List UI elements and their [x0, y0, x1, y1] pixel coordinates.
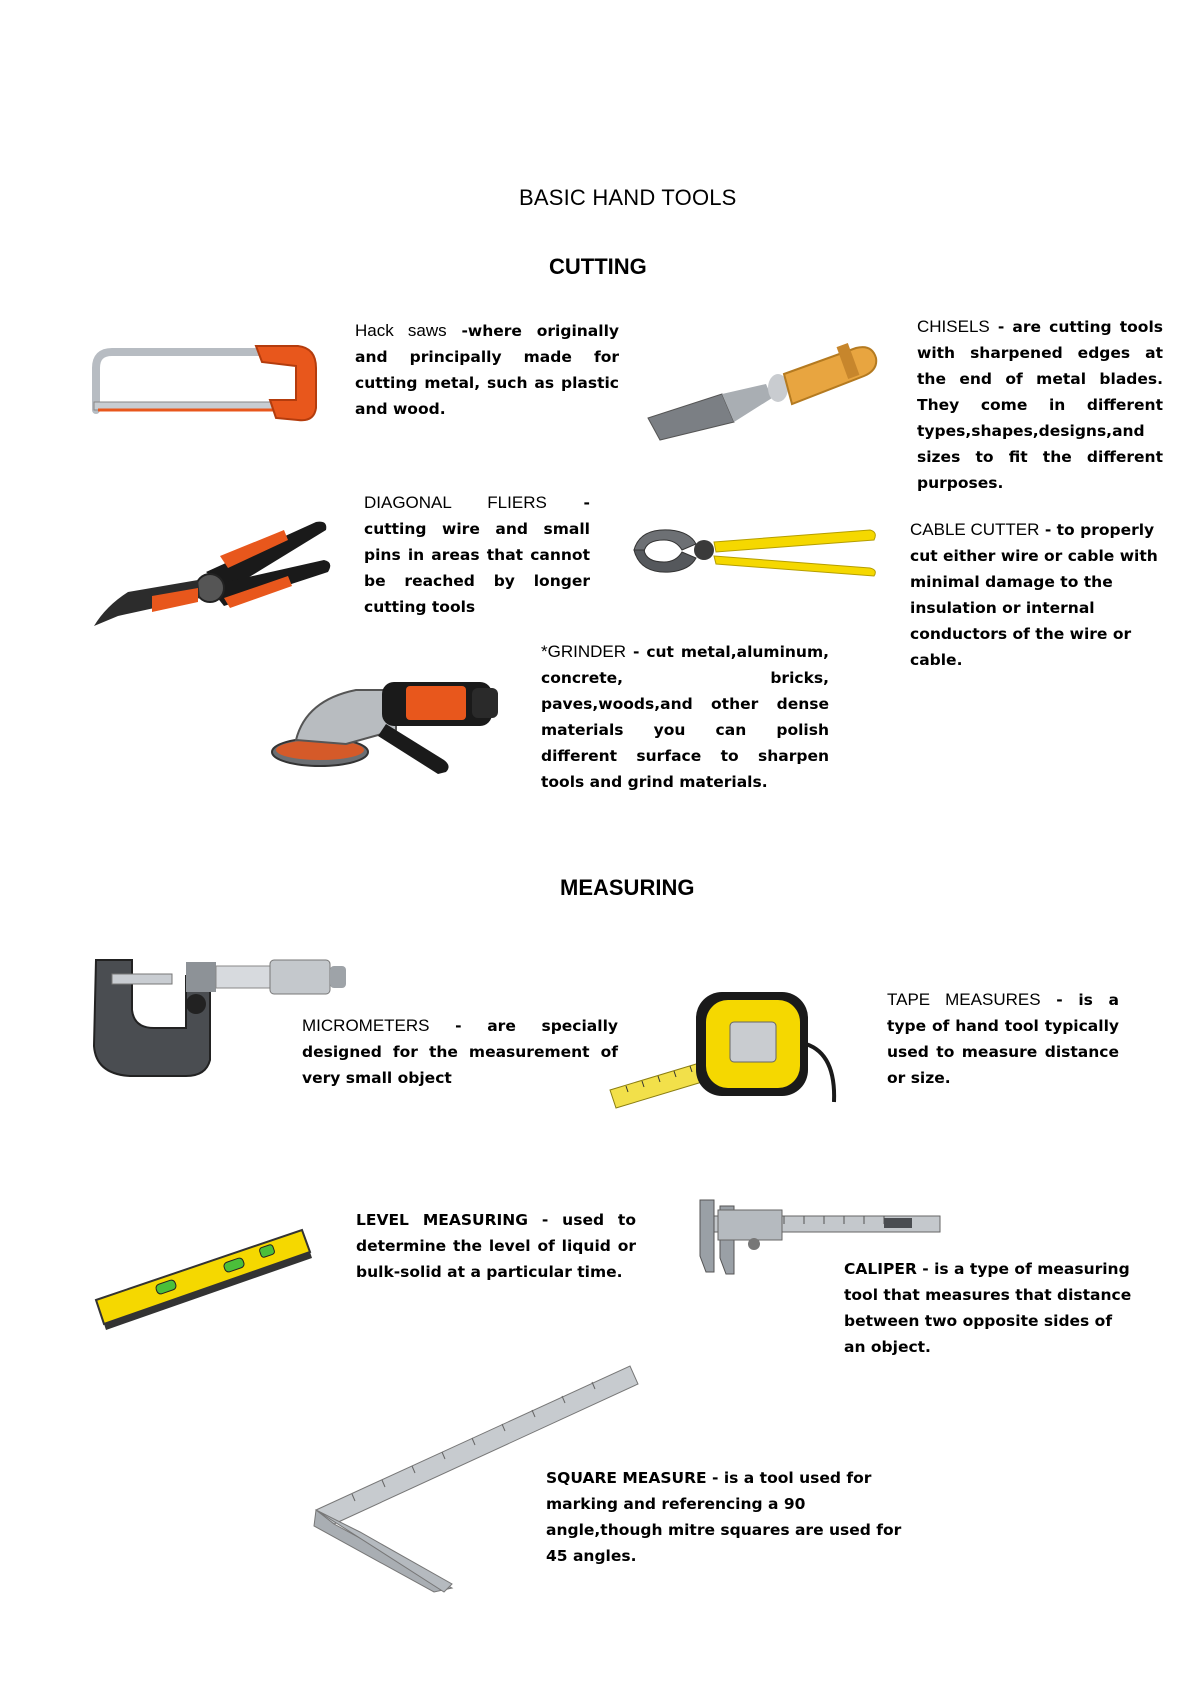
square-body: SQUARE MEASURE - is a tool used for marking and referencing a 90 angle,though mitre squares are used for 45 angles. — [546, 1469, 902, 1565]
micrometer-term: MICROMETERS — [302, 1016, 430, 1035]
measuring-heading: MEASURING — [560, 875, 695, 900]
spirit-level-icon — [94, 1222, 314, 1332]
micrometer-description — [302, 1013, 618, 1091]
hacksaw-description — [355, 318, 619, 422]
level-description — [356, 1207, 636, 1285]
cable-cutter-term: CABLE CUTTER — [910, 520, 1040, 539]
diagonal-pliers-body: - cutting wire and small pins in areas that cannot be reached by longer cutting tools — [364, 494, 590, 616]
hacksaw-body: -where originally and principally made for cutting metal, such as plastic and wood. — [355, 322, 619, 418]
grinder-icon — [266, 660, 516, 780]
chisel-icon — [646, 336, 886, 446]
page-title: BASIC HAND TOOLS — [519, 185, 737, 210]
tape-measure-term: TAPE MEASURES — [887, 990, 1041, 1009]
tape-measure-description — [887, 987, 1119, 1091]
hacksaw-icon — [86, 338, 326, 428]
cable-cutter-icon — [630, 520, 880, 580]
chisel-description — [917, 314, 1163, 496]
chisel-term: CHISELS — [917, 317, 990, 336]
square-description — [546, 1465, 916, 1569]
grinder-term: *GRINDER — [541, 642, 627, 661]
grinder-body: - cut metal,aluminum, concrete, bricks, paves,woods,and other dense materials you can polish different surface to sharpen tools and grind materials. — [541, 643, 829, 791]
caliper-description — [844, 1256, 1134, 1360]
grinder-description — [541, 639, 829, 795]
cable-cutter-description — [910, 517, 1172, 673]
cutting-heading: CUTTING — [549, 254, 647, 279]
diagonal-pliers-icon — [88, 516, 338, 636]
level-body: LEVEL MEASURING - used to determine the level of liquid or bulk-solid at a particular time. — [356, 1211, 636, 1281]
tape-measure-icon — [606, 984, 846, 1114]
diagonal-pliers-description — [364, 490, 590, 620]
chisel-body: - are cutting tools with sharpened edges at the end of metal blades. They come in different types,shapes,designs,and sizes to fit the different purposes. — [917, 318, 1163, 492]
caliper-body: CALIPER - is a type of measuring tool that measures that distance between two opposite sides of an object. — [844, 1260, 1132, 1356]
micrometer-body: - are specially designed for the measurement of very small object — [302, 1017, 618, 1087]
hacksaw-term: Hack saws — [355, 321, 447, 340]
cable-cutter-body: - to properly cut either wire or cable with minimal damage to the insulation or internal conductors of the wire or cable. — [910, 521, 1158, 669]
diagonal-pliers-term: DIAGONAL FLIERS — [364, 493, 547, 512]
tape-measure-body: - is a type of hand tool typically used to measure distance or size. — [887, 991, 1119, 1087]
